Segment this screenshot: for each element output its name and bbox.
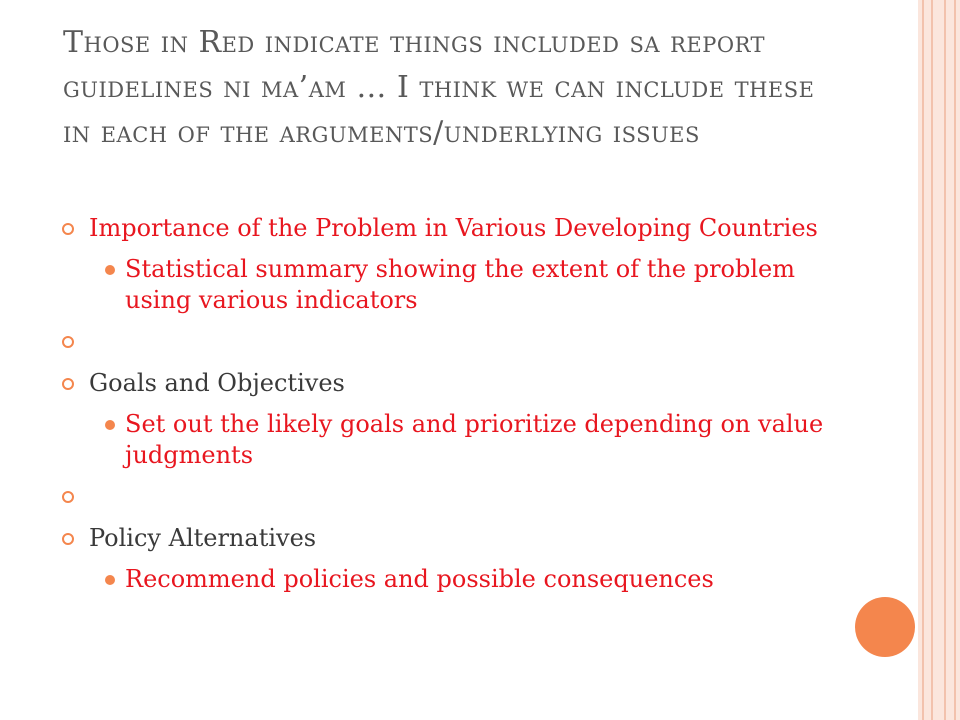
ring-bullet-icon	[62, 378, 74, 390]
ring-bullet-icon	[62, 533, 74, 545]
sub-bullet-recommend-policies	[62, 564, 862, 595]
sub-bullet-set-out-goals	[62, 409, 862, 471]
bullet-policy-alternatives	[62, 523, 862, 554]
bullet-importance	[62, 213, 862, 244]
bullet-text: Policy Alternatives	[89, 524, 317, 552]
bullet-text: Importance of the Problem in Various Developing Countries	[89, 214, 818, 242]
bullet-text: Goals and Objectives	[89, 369, 345, 397]
ring-bullet-icon	[62, 223, 74, 235]
ring-bullet-icon	[62, 491, 74, 503]
bullet-list	[62, 213, 862, 595]
decorative-orange-circle	[855, 597, 915, 657]
sub-bullet-text: Recommend policies and possible consequences	[125, 565, 714, 593]
sub-bullet-text: Statistical summary showing the extent of the problem using various indicators	[125, 255, 795, 314]
sub-bullet-text: Set out the likely goals and prioritize depending on value judgments	[125, 410, 824, 469]
dot-bullet-icon	[105, 575, 115, 585]
dot-bullet-icon	[105, 420, 115, 430]
stripe-line	[931, 0, 933, 720]
stripe-line	[954, 0, 956, 720]
stripe-line	[922, 0, 924, 720]
slide-title: Those in Red indicate things included sa report guidelines ni ma’am … I think we can include these in each of the arguments/underlying issues	[63, 25, 815, 150]
sub-bullet-statistical-summary	[62, 254, 862, 316]
ring-bullet-icon	[62, 336, 74, 348]
bullet-empty	[62, 326, 862, 357]
bullet-goals	[62, 368, 862, 399]
bullet-empty	[62, 481, 862, 512]
dot-bullet-icon	[105, 265, 115, 275]
decorative-stripes	[918, 0, 960, 720]
stripe-line	[944, 0, 946, 720]
